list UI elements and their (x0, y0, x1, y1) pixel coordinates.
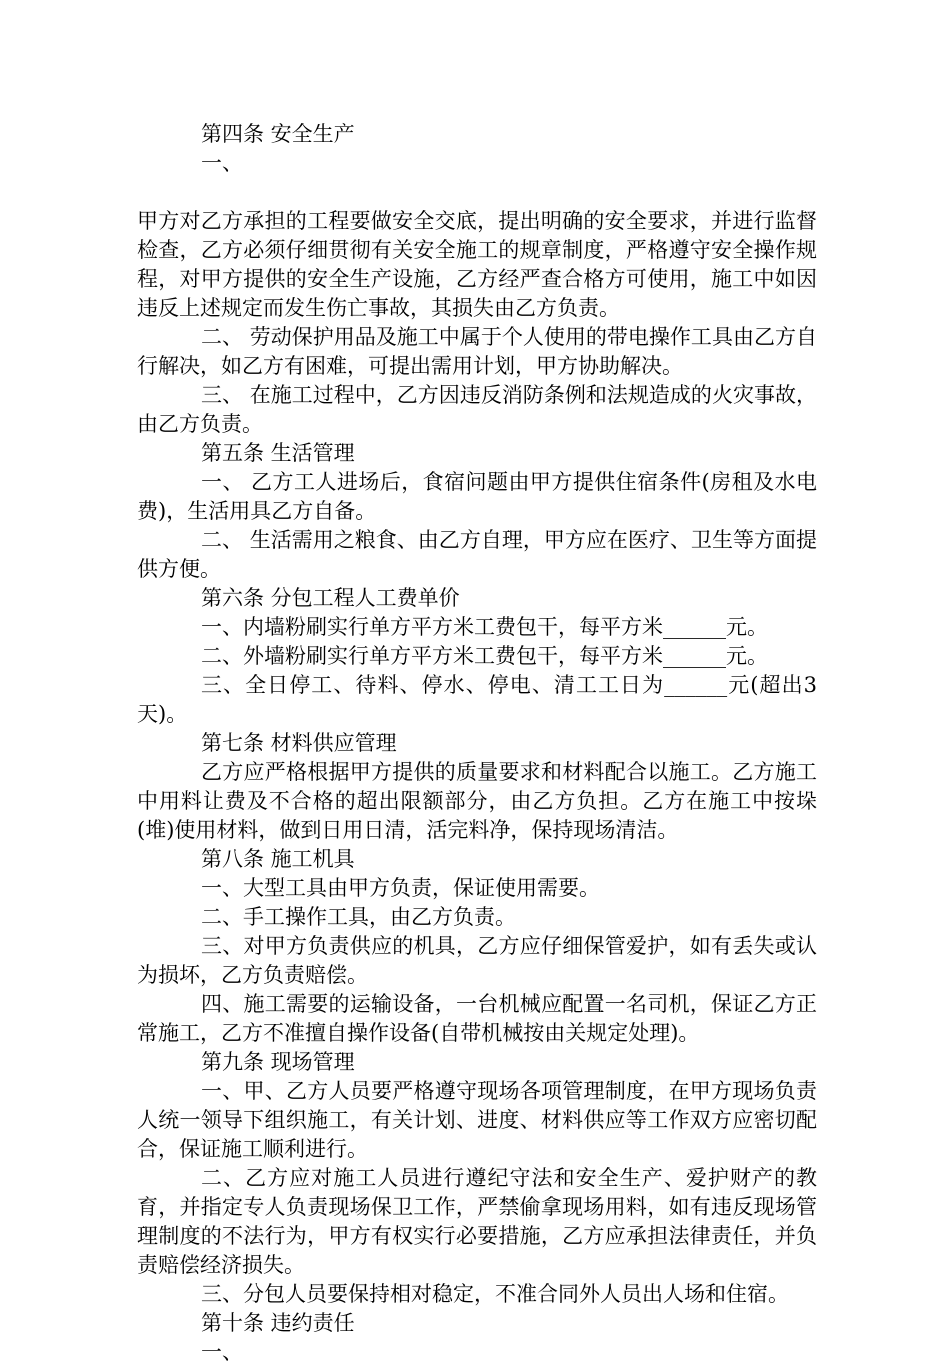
clause-9-2: 二、乙方应对施工人员进行遵纪守法和安全生产、爱护财产的教育，并指定专人负责现场保卫工作，严禁偷拿现场用料，如有违反现场管理制度的不法行为，甲方有权实行必要措施，乙方应承担法律责任，并负责赔偿经济损失。 (137, 1166, 817, 1277)
blank-gap (137, 178, 817, 207)
clause-6-1: 一、内墙粉刷实行单方平方米工费包干，每平方米______元。 (201, 615, 768, 639)
document-page (137, 120, 817, 1367)
clause-7-text: 乙方应严格根据甲方提供的质量要求和材料配合以施工。乙方施工中用料让费及不合格的超出限额部分，由乙方负担。乙方在施工中按垛(堆)使用材料，做到日用日清，活完料净，保持现场清洁。 (137, 760, 817, 842)
clause-8-3: 三、对甲方负责供应的机具，乙方应仔细保管爱护，如有丢失或认为损坏，乙方负责赔偿。 (137, 934, 817, 987)
section-heading-7: 第七条 材料供应管理 (201, 731, 397, 755)
clause-10-1-number: 一、 (201, 1340, 243, 1364)
clause-8-4: 四、施工需要的运输设备，一台机械应配置一名司机，保证乙方正常施工，乙方不准擅自操作设备(自带机械按由关规定处理)。 (137, 992, 817, 1045)
section-heading-10: 第十条 违约责任 (201, 1311, 355, 1335)
clause-8-1: 一、大型工具由甲方负责，保证使用需要。 (201, 876, 600, 900)
section-heading-9: 第九条 现场管理 (201, 1050, 355, 1074)
clause-5-2: 二、 生活需用之粮食、由乙方自理，甲方应在医疗、卫生等方面提供方便。 (137, 528, 817, 581)
clause-4-2: 二、 劳动保护用品及施工中属于个人使用的带电操作工具由乙方自行解决，如乙方有困难，可提出需用计划，甲方协助解决。 (137, 325, 817, 378)
clause-4-3: 三、 在施工过程中，乙方因违反消防条例和法规造成的火灾事故，由乙方负责。 (137, 383, 817, 436)
section-heading-5: 第五条 生活管理 (201, 441, 355, 465)
clause-6-3: 三、全日停工、待料、停水、停电、清工工日为______元(超出3天)。 (137, 673, 817, 726)
clause-5-1: 一、 乙方工人进场后，食宿问题由甲方提供住宿条件(房租及水电费)，生活用具乙方自备。 (137, 470, 817, 523)
clause-9-3: 三、分包人员要保持相对稳定，不准合同外人员出人场和住宿。 (201, 1282, 789, 1306)
section-heading-8: 第八条 施工机具 (201, 847, 355, 871)
section-heading-6: 第六条 分包工程人工费单价 (201, 586, 460, 610)
clause-9-1: 一、甲、乙方人员要严格遵守现场各项管理制度，在甲方现场负责人统一领导下组织施工，有关计划、进度、材料供应等工作双方应密切配合，保证施工顺利进行。 (137, 1079, 817, 1161)
clause-4-1-text: 甲方对乙方承担的工程要做安全交底，提出明确的安全要求，并进行监督检查，乙方必须仔细贯彻有关安全施工的规章制度，严格遵守安全操作规程，对甲方提供的安全生产设施，乙方经严查合格方可使用，施工中如因违反上述规定而发生伤亡事故，其损失由乙方负责。 (137, 209, 817, 320)
clause-6-2: 二、外墙粉刷实行单方平方米工费包干，每平方米______元。 (201, 644, 768, 668)
clause-4-1-number: 一、 (201, 151, 243, 175)
clause-8-2: 二、手工操作工具，由乙方负责。 (201, 905, 516, 929)
section-heading-4: 第四条 安全生产 (201, 122, 355, 146)
